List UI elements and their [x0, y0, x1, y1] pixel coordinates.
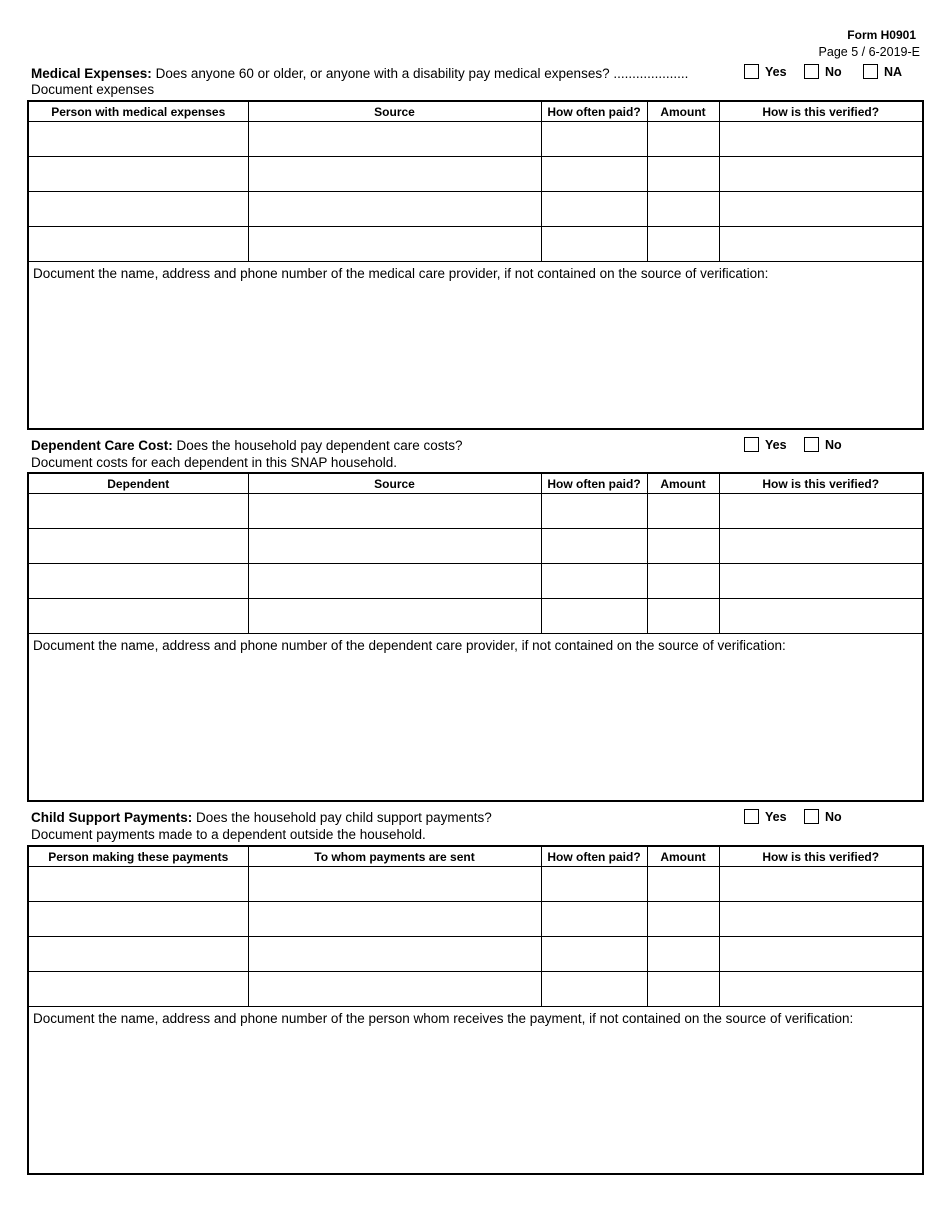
- input-cell[interactable]: [248, 902, 541, 937]
- col-header: Amount: [647, 846, 719, 867]
- col-header: Amount: [647, 101, 719, 122]
- medical-question-text: Does anyone 60 or older, or anyone with a disability pay medical expenses? ....................: [151, 66, 689, 81]
- input-cell[interactable]: [719, 494, 923, 529]
- table-row: [28, 227, 923, 262]
- child-support-question: [31, 809, 492, 826]
- input-cell[interactable]: [719, 564, 923, 599]
- child-support-question-text: Does the household pay child support payments?: [192, 810, 492, 825]
- input-cell[interactable]: [541, 937, 647, 972]
- table-row: [28, 564, 923, 599]
- col-header: To whom payments are sent: [248, 846, 541, 867]
- input-cell[interactable]: [647, 157, 719, 192]
- input-cell[interactable]: [719, 227, 923, 262]
- medical-subtext: Document expenses: [31, 82, 155, 97]
- input-cell[interactable]: [647, 227, 719, 262]
- input-cell[interactable]: [719, 122, 923, 157]
- input-cell[interactable]: [647, 937, 719, 972]
- medical-no-option[interactable]: [804, 64, 842, 79]
- input-cell[interactable]: [248, 227, 541, 262]
- dependent-table: [27, 472, 924, 802]
- input-cell[interactable]: [28, 227, 248, 262]
- form-number: Form H0901: [847, 28, 916, 42]
- input-cell[interactable]: [28, 902, 248, 937]
- col-header: How is this verified?: [719, 846, 923, 867]
- input-cell[interactable]: [28, 937, 248, 972]
- table-header-row: [28, 101, 923, 122]
- table-row: [28, 122, 923, 157]
- input-cell[interactable]: [248, 867, 541, 902]
- input-cell[interactable]: [541, 192, 647, 227]
- child-support-recipient-field[interactable]: [28, 1007, 923, 1175]
- input-cell[interactable]: [541, 972, 647, 1007]
- input-cell[interactable]: [647, 972, 719, 1007]
- child-support-no-option[interactable]: [804, 809, 842, 824]
- medical-heading: Medical Expenses:: [31, 66, 152, 81]
- table-row: [28, 157, 923, 192]
- input-cell[interactable]: [248, 122, 541, 157]
- input-cell[interactable]: [28, 867, 248, 902]
- input-cell[interactable]: [28, 494, 248, 529]
- input-cell[interactable]: [248, 192, 541, 227]
- table-header-row: [28, 473, 923, 494]
- col-header: Source: [248, 101, 541, 122]
- input-cell[interactable]: [719, 157, 923, 192]
- medical-yes-option[interactable]: [744, 64, 787, 79]
- input-cell[interactable]: [719, 937, 923, 972]
- col-header: How often paid?: [541, 101, 647, 122]
- input-cell[interactable]: [719, 192, 923, 227]
- input-cell[interactable]: [647, 902, 719, 937]
- child-support-no-checkbox[interactable]: [804, 809, 819, 824]
- input-cell[interactable]: [541, 867, 647, 902]
- child-support-table: [27, 845, 924, 1175]
- medical-provider-note: Document the name, address and phone number of the medical care provider, if not contained on the source of verification:: [33, 266, 769, 281]
- table-header-row: [28, 846, 923, 867]
- medical-na-label: NA: [884, 64, 903, 79]
- table-row: [28, 937, 923, 972]
- input-cell[interactable]: [28, 972, 248, 1007]
- input-cell[interactable]: [647, 122, 719, 157]
- dependent-yes-label: Yes: [765, 437, 787, 452]
- medical-provider-field[interactable]: [28, 262, 923, 430]
- input-cell[interactable]: [647, 494, 719, 529]
- medical-na-option[interactable]: [863, 64, 902, 79]
- input-cell[interactable]: [719, 599, 923, 634]
- input-cell[interactable]: [248, 972, 541, 1007]
- table-row: [28, 192, 923, 227]
- dependent-provider-field[interactable]: [28, 634, 923, 802]
- input-cell[interactable]: [28, 122, 248, 157]
- dependent-provider-note: Document the name, address and phone number of the dependent care provider, if not contained on the source of verification:: [33, 638, 786, 653]
- input-cell[interactable]: [248, 564, 541, 599]
- child-support-subtext: Document payments made to a dependent outside the household.: [31, 827, 426, 842]
- child-support-no-label: No: [825, 809, 842, 824]
- col-header: How is this verified?: [719, 473, 923, 494]
- child-support-yes-option[interactable]: [744, 809, 787, 824]
- col-header: Source: [248, 473, 541, 494]
- dependent-question-text: Does the household pay dependent care costs?: [172, 438, 463, 453]
- input-cell[interactable]: [28, 192, 248, 227]
- input-cell[interactable]: [248, 157, 541, 192]
- input-cell[interactable]: [28, 564, 248, 599]
- dependent-subtext: Document costs for each dependent in this SNAP household.: [31, 455, 397, 470]
- input-cell[interactable]: [541, 529, 647, 564]
- input-cell[interactable]: [248, 529, 541, 564]
- table-row: [28, 902, 923, 937]
- col-header: Amount: [647, 473, 719, 494]
- child-support-yes-label: Yes: [765, 809, 787, 824]
- medical-table: [27, 100, 924, 430]
- provider-row: [28, 1007, 923, 1175]
- medical-yes-checkbox[interactable]: [744, 64, 759, 79]
- table-row: [28, 867, 923, 902]
- input-cell[interactable]: [248, 494, 541, 529]
- col-header: How is this verified?: [719, 101, 923, 122]
- col-header: Dependent: [28, 473, 248, 494]
- input-cell[interactable]: [719, 867, 923, 902]
- table-row: [28, 494, 923, 529]
- table-row: [28, 599, 923, 634]
- medical-na-checkbox[interactable]: [863, 64, 878, 79]
- input-cell[interactable]: [541, 599, 647, 634]
- provider-row: [28, 262, 923, 430]
- input-cell[interactable]: [28, 599, 248, 634]
- input-cell[interactable]: [248, 599, 541, 634]
- page-info: Page 5 / 6-2019-E: [818, 45, 920, 59]
- table-row: [28, 972, 923, 1007]
- input-cell[interactable]: [647, 192, 719, 227]
- input-cell[interactable]: [647, 564, 719, 599]
- input-cell[interactable]: [28, 529, 248, 564]
- dependent-no-checkbox[interactable]: [804, 437, 819, 452]
- dependent-no-label: No: [825, 437, 842, 452]
- input-cell[interactable]: [541, 157, 647, 192]
- col-header: How often paid?: [541, 846, 647, 867]
- input-cell[interactable]: [541, 227, 647, 262]
- input-cell[interactable]: [541, 122, 647, 157]
- input-cell[interactable]: [719, 902, 923, 937]
- provider-row: [28, 634, 923, 802]
- input-cell[interactable]: [647, 867, 719, 902]
- child-support-recipient-note: Document the name, address and phone number of the person whom receives the payment, if not contained on the source of verification:: [33, 1011, 854, 1026]
- dependent-question: [31, 437, 462, 454]
- input-cell[interactable]: [541, 494, 647, 529]
- input-cell[interactable]: [248, 937, 541, 972]
- medical-question: [31, 65, 688, 82]
- dependent-yes-option[interactable]: [744, 437, 787, 452]
- input-cell[interactable]: [719, 972, 923, 1007]
- medical-yes-label: Yes: [765, 64, 787, 79]
- col-header: How often paid?: [541, 473, 647, 494]
- input-cell[interactable]: [647, 599, 719, 634]
- child-support-heading: Child Support Payments:: [31, 810, 193, 825]
- child-support-yes-checkbox[interactable]: [744, 809, 759, 824]
- dependent-no-option[interactable]: [804, 437, 842, 452]
- col-header: Person making these payments: [28, 846, 248, 867]
- dependent-heading: Dependent Care Cost:: [31, 438, 173, 453]
- input-cell[interactable]: [28, 157, 248, 192]
- input-cell[interactable]: [541, 902, 647, 937]
- input-cell[interactable]: [541, 564, 647, 599]
- input-cell[interactable]: [647, 529, 719, 564]
- dependent-yes-checkbox[interactable]: [744, 437, 759, 452]
- table-row: [28, 529, 923, 564]
- input-cell[interactable]: [719, 529, 923, 564]
- col-header: Person with medical expenses: [28, 101, 248, 122]
- medical-no-checkbox[interactable]: [804, 64, 819, 79]
- medical-no-label: No: [825, 64, 842, 79]
